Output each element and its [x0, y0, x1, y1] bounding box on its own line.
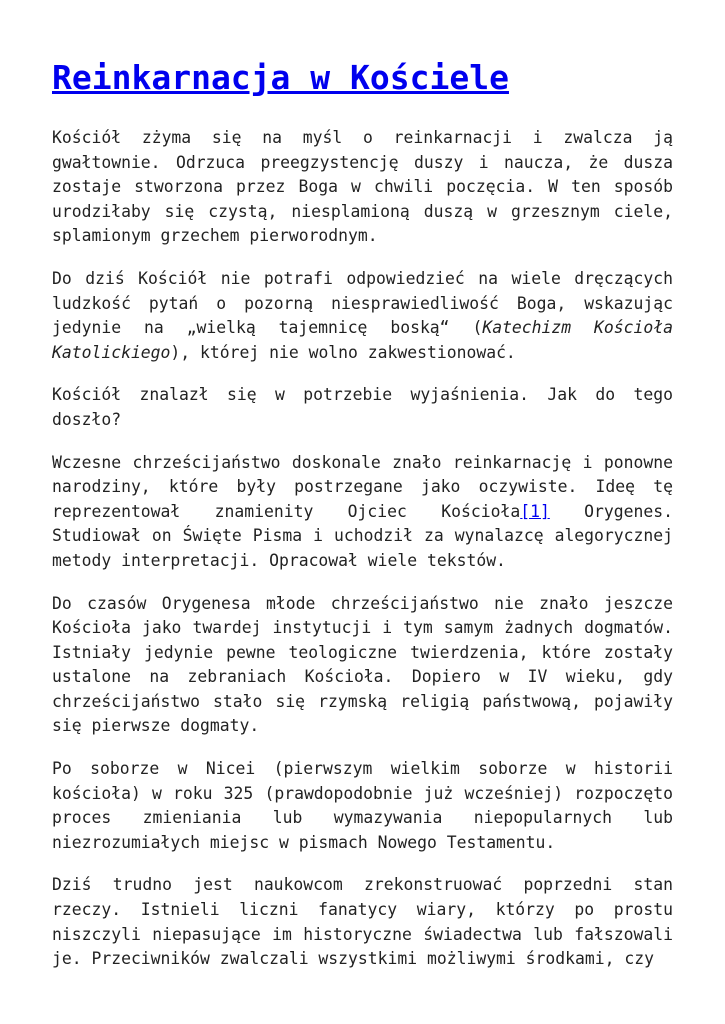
paragraph-3: Kościół znalazł się w potrzebie wyjaśnienia. Jak do tego doszło?: [52, 385, 673, 429]
paragraph-2: [52, 267, 673, 365]
paragraph-7: Dziś trudno jest naukowcom zrekonstruować poprzedni stan rzeczy. Istnieli liczni fanatycy wiary, którzy po prostu niszczyli niepasujące im historyczne świadectwa lub fałszowali je. Przeciwników zwalczali wszystkimi możliwymi środkami, czy: [52, 875, 673, 969]
paragraph-1: Kościół zżyma się na myśl o reinkarnacji i zwalcza ją gwałtownie. Odrzuca preegzystencję duszy i naucza, że dusza zostaje stworzona przez Boga w chwili poczęcia. W ten sposób urodziłaby się czystą, niesplamioną duszą w grzesznym ciele, splamionym grzechem pierworodnym.: [52, 128, 673, 246]
paragraph-5: Do czasów Orygenesa młode chrześcijaństwo nie znało jeszcze Kościoła jako twardej instytucji i tym samym żadnych dogmatów. Istniały jedynie pewne teologiczne twierdzenia, które zostały ustalone na zebraniach Kościoła. Dopiero w IV wieku, gdy chrześcijaństwo stało się rzymską religią państwową, pojawiły się pierwsze dogmaty.: [52, 593, 673, 736]
footnote-link-1[interactable]: [1]: [520, 501, 550, 521]
paragraph-4-text-after: Orygenes. Studiował on Święte Pisma i uchodził za wynalazcę alegorycznej metody interpretacji. Opracował wiele tekstów.: [52, 501, 673, 570]
paragraph-6: Po soborze w Nicei (pierwszym wielkim soborze w historii kościoła) w roku 325 (prawdopodobnie już wcześniej) rozpoczęto proces zmieniania lub wymazywania niepopularnych lub niezrozumiałych miejsc w pismach Nowego Testamentu.: [52, 759, 673, 852]
page-title[interactable]: Reinkarnacja w Kościele: [52, 58, 509, 97]
paragraph-2-text-after: ), której nie wolno zakwestionować.: [170, 342, 516, 362]
paragraph-4: [52, 451, 673, 574]
catechism-title: Katechizm Kościoła Katolickiego: [52, 318, 673, 362]
article: [52, 58, 673, 990]
paragraph-4-text-before: Wczesne chrześcijaństwo doskonale znało reinkarnację i ponowne narodziny, które były postrzegane jako oczywiste. Ideę tę reprezentował znamienity Ojciec Kościoła: [52, 452, 673, 521]
paragraph-2-text-before: Do dziś Kościół nie potrafi odpowiedzieć na wiele dręczących ludzkość pytań o pozorną niesprawiedliwość Boga, wskazując jedynie na „wielką tajemnicę boską“ (: [52, 268, 673, 338]
